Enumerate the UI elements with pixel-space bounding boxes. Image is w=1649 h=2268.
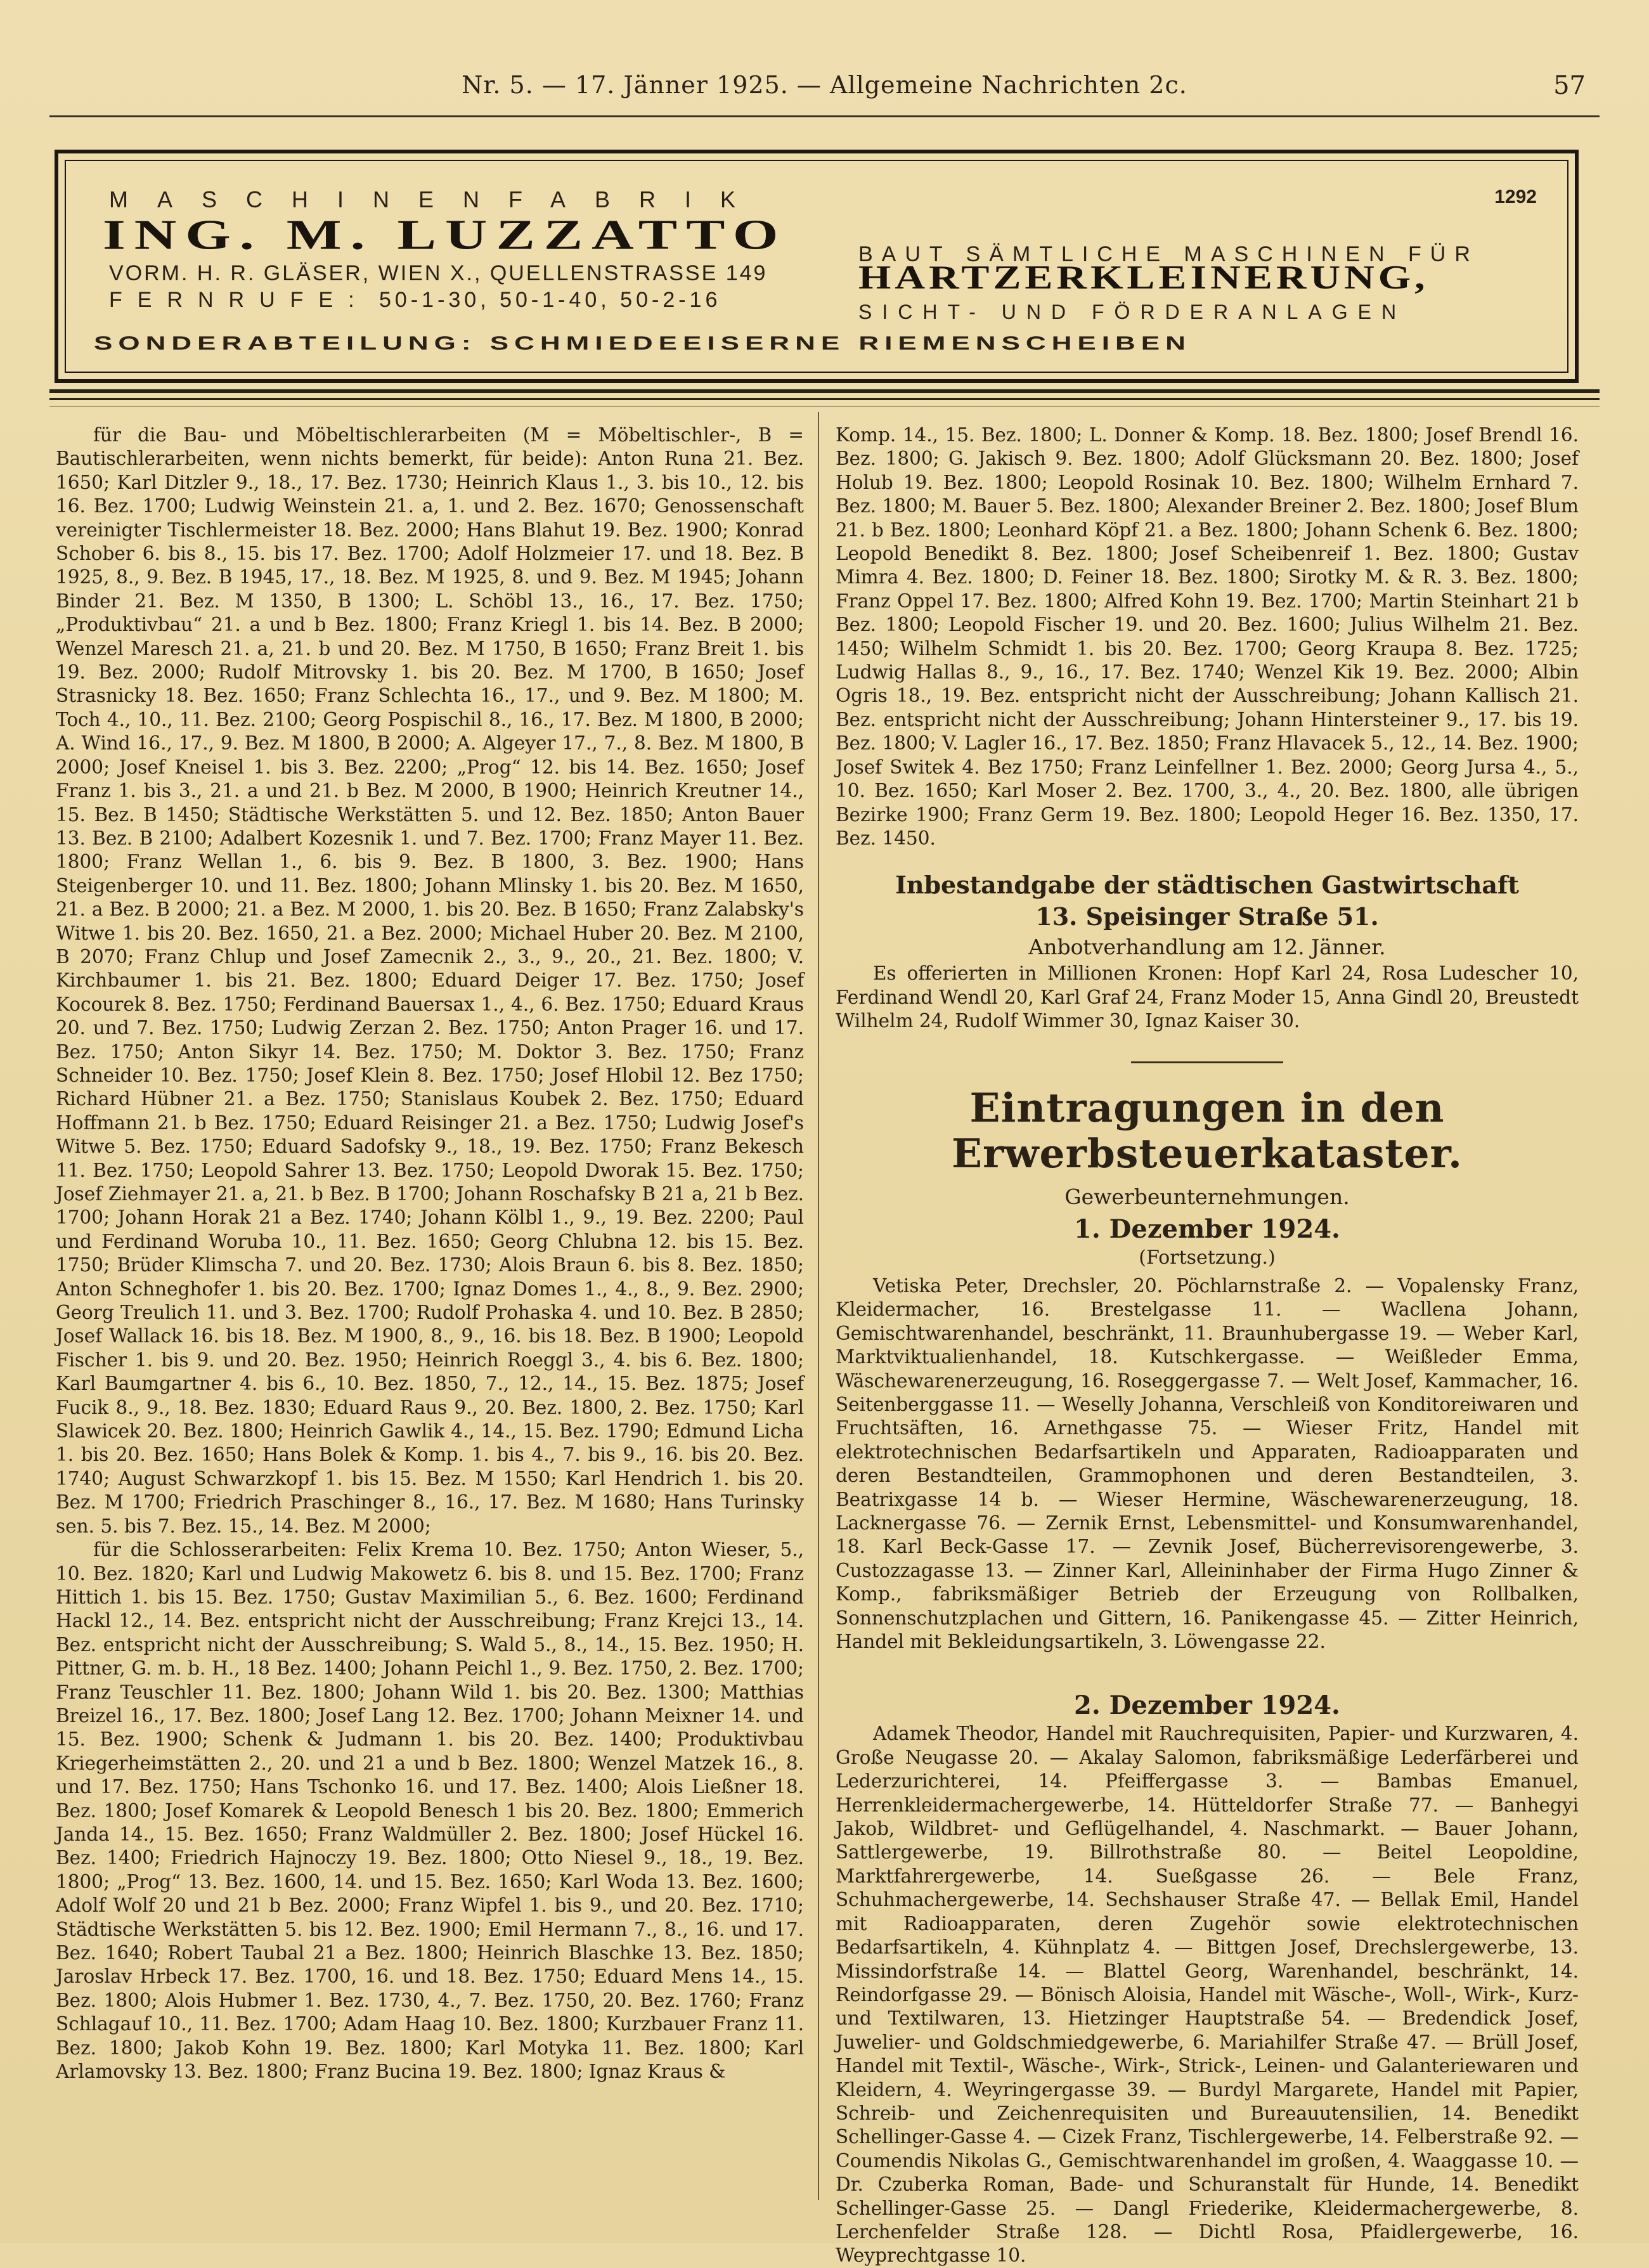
ad-phone-line <box>109 288 721 313</box>
header-rule <box>49 115 1600 117</box>
ad-phone-numbers: 50-1-30, 50-1-40, 50-2-16 <box>379 288 721 312</box>
gastwirtschaft-title: Inbestandgabe der städtischen Gastwirtschaft <box>895 871 1519 900</box>
separator-band <box>49 389 1600 412</box>
date-heading-1: 1. Dezember 1924. <box>1074 1214 1340 1244</box>
ad-sicht-text: SICHT- UND FÖRDERANLAGEN <box>858 301 1407 323</box>
page-number: 57 <box>1553 71 1586 100</box>
band-rule-middle <box>49 398 1600 400</box>
moebel-paragraph: für die Bau- und Möbeltischlerarbeiten (M = Möbeltischler-, B = Bautischlerarbeiten, wenn nichts bemerkt, für beide): Anton Runa 21. Bez. 1650; Karl Ditzler 9., 18., 17. Bez. 1730; Heinrich Klaus 1., 3. bis 10., 12. bis 16. Bez. 1700; Ludwig Weinstein 21. a, 1. und 2. Bez. 1670; Genossenschaft vereinigter Tischlermeister 18. Bez. 2000; Hans Blahut 19. Bez. 1900; Konrad Schober 6. bis 8., 15. bis 17. Bez. 1700; Adolf Holzmeier 17. und 18. Bez. B 1925, 8., 9. Bez. B 1945, 17., 18. Bez. M 1925, 8. und 9. Bez. M 1945; Johann Binder 21. Bez. M 1350, B 1300; L. Schöbl 13., 16., 17. Bez. 1750; „Produktivbau“ 21. a und b Bez. 1800; Franz Kriegl 1. bis 14. Bez. B 2000; Wenzel Maresch 21. a, 21. b und 20. Bez. M 1750, B 1650; Franz Breit 1. bis 19. Bez. 2000; Rudolf Mitrovsky 1. bis 20. Bez. M 1700, B 1650; Josef Strasnicky 18. Bez. 1650; Franz Schlechta 16., 17., und 9. Bez. M 1800; M. Toch 4., 10., 11. Bez. 2100; Georg Pospischil 8., 16., 17. Bez. M 1800, B 2000; A. Wind 16., 17., 9. Bez. M 1800, B 2000; A. Algeyer 17., 7., 8. Bez. M 1800, B 2000; Josef Kneisel 1. bis 3. Bez. 2200; „Prog“ 12. bis 14. Bez. 1650; Josef Franz 1. bis 3., 21. a und 21. b Bez. M 2000, B 1900; Heinrich Kreutner 14., 15. Bez. B 1450; Städtische Werkstätten 5. und 12. Bez. 1850; Anton Bauer 13. Bez. B 2100; Adalbert Kozesnik 1. und 7. Bez. 1700; Franz Mayer 11. Bez. 1800; Franz Wellan 1., 6. bis 9. Bez. B 1800, 3. Bez. 1900; Hans Steigenberger 10. und 11. Bez. 1800; Johann Mlinsky 1. bis 20. Bez. M 1650, 21. a Bez. B 2000; 21. a Bez. M 2000, 1. bis 20. Bez. B 1650; Franz Zalabsky's Witwe 1. bis 20. Bez. 1650, 21. a Bez. 2000; Michael Huber 20. Bez. M 2100, B 2070; Franz Chlup und Josef Zamecnik 2., 3., 9., 20., 21. Bez. 1800; V. Kirchbaumer 1. bis 21. Bez. 1800; Eduard Deiger 17. Bez. 1750; Josef Kocourek 8. Bez. 1750; Ferdinand Bauersax 1., 4., 6. Bez. 1750; Eduard Kraus 20. und 7. Bez. 1750; Ludwig Zerzan 2. Bez. 1750; Anton Prager 16. und 17. Bez. 1750; Anton Sikyr 14. Bez. 1750; M. Doktor 3. Bez. 1750; Franz Schneider 10. Bez. 1750; Josef Klein 8. Bez. 1750; Josef Hlobil 12. Bez 1750; Richard Hübner 21. a Bez. 1750; Stanislaus Koubek 2. Bez. 1750; Eduard Hoffmann 21. b Bez. 1750; Eduard Reisinger 21. a Bez. 1750; Ludwig Josef's Witwe 5. Bez. 1750; Eduard Sadofsky 9., 18., 19. Bez. 1750; Franz Bekesch 11. Bez. 1750; Leopold Sahrer 13. Bez. 1750; Leopold Dworak 15. Bez. 1750; Josef Ziehmayer 21. a, 21. b Bez. B 1700; Johann Roschafsky B 21 a, 21 b Bez. 1700; Johann Horak 21 a Bez. 1740; Johann Kölbl 1., 9., 19. Bez. 2200; Paul und Ferdinand Woruba 10., 11. Bez. 1650; Georg Chlubna 12. bis 15. Bez. 1750; Brüder Klimscha 7. und 20. Bez. 1730; Alois Braun 6. bis 8. Bez. 1850; Anton Schneghofer 1. bis 20. Bez. 1700; Ignaz Domes 1., 4., 8., 9. Bez. 2900; Georg Treulich 11. und 3. Bez. 1700; Rudolf Prohaska 4. und 10. Bez. B 2850; Josef Wallack 16. bis 18. Bez. M 1900, 8., 9., 16. bis 18. Bez. B 1900; Leopold Fischer 1. bis 9. und 20. Bez. 1950; Heinrich Roeggl 3., 4. bis 6. Bez. 1800; Karl Baumgartner 4. bis 6., 10. Bez. 1850, 7., 12., 14., 15. Bez. 1875; Josef Fucik 8., 9., 18. Bez. 1830; Eduard Raus 9., 20. Bez. 1800, 2. Bez. 1750; Karl Slawicek 20. Bez. 1800; Heinrich Gawlik 4., 14., 15. Bez. 1790; Edmund Licha 1. bis 20. Bez. 1650; Hans Bolek & Komp. 1. bis 4., 7. bis 9., 16. bis 20. Bez. 1740; August Schwarzkopf 1. bis 15. Bez. M 1550; Karl Hendrich 1. bis 20. Bez. M 1700; Friedrich Praschinger 8., 16., 17. Bez. M 1680; Hans Turinsky sen. 5. bis 7. Bez. 15., 14. Bez. M 2000; <box>56 424 804 1537</box>
column-divider <box>818 412 819 2200</box>
main-section-subtitle: Gewerbeunternehmungen. <box>1064 1184 1350 1209</box>
continuation-paragraph: Komp. 14., 15. Bez. 1800; L. Donner & Komp. 18. Bez. 1800; Josef Brendl 16. Bez. 1800; G. Jakisch 9. Bez. 1800; Adolf Glücksmann 20. Bez. 1800; Josef Holub 19. Bez. 1800; Leopold Rosinak 10. Bez. 1800; Wilhelm Ernhard 7. Bez. 1800; M. Bauer 5. Bez. 1800; Alexander Breiner 2. Bez. 1800; Josef Blum 21. b Bez. 1800; Leonhard Köpf 21. a Bez. 1800; Johann Schenk 6. Bez. 1800; Leopold Benedikt 8. Bez. 1800; Josef Scheibenreif 1. Bez. 1800; Gustav Mimra 4. Bez. 1800; D. Feiner 18. Bez. 1800; Sirotky M. & R. 3. Bez. 1800; Franz Oppel 17. Bez. 1800; Alfred Kohn 19. Bez. 1700; Martin Steinhart 21 b Bez. 1800; Leopold Fischer 19. und 20. Bez. 1600; Julius Wilhelm 21. Bez. 1450; Wilhelm Schmidt 1. bis 20. Bez. 1700; Georg Kraupa 8. Bez. 1725; Ludwig Hallas 8., 9., 16., 17. Bez. 1740; Wenzel Kik 19. Bez. 2000; Albin Ogris 18., 19. Bez. entspricht nicht der Ausschreibung; Johann Kallisch 21. Bez. entspricht nicht der Ausschreibung; Johann Hintersteiner 9., 17. bis 19. Bez. 1800; V. Lagler 16., 17. Bez. 1850; Franz Hlavacek 5., 12., 14. Bez. 1900; Josef Switek 4. Bez 1750; Franz Leinfellner 1. Bez. 2000; Georg Jursa 4., 5., 10. Bez. 1650; Karl Moser 2. Bez. 1700, 3., 4., 20. Bez. 1800, alle übrigen Bezirke 1900; Franz Germ 19. Bez. 1800; Leopold Heger 16. Bez. 1350, 17. Bez. 1450. <box>836 424 1579 849</box>
spacer <box>836 1654 1579 1688</box>
advertisement-box <box>55 150 1579 383</box>
gastwirtschaft-text: Es offerierten in Millionen Kronen: Hopf Karl 24, Rosa Ludescher 10, Ferdinand Wendl 20, Karl Graf 24, Franz Moder 15, Anna Gindl 20, Breustedt Wilhelm 24, Rudolf Wimmer 30, Ignaz Kaiser 30. <box>836 962 1579 1032</box>
schlosser-paragraph: für die Schlosserarbeiten: Felix Krema 10. Bez. 1750; Anton Wieser, 5., 10. Bez. 1820; Karl und Ludwig Makowetz 6. bis 8. und 15. Bez. 1700; Franz Hittich 1. bis 15. Bez. 1750; Gustav Maximilian 5., 6. Bez. 1600; Ferdinand Hackl 12., 14. Bez. entspricht nicht der Ausschreibung; Franz Krejci 13., 14. Bez. entspricht nicht der Ausschreibung; S. Wald 5., 8., 14., 15. Bez. 1950; H. Pittner, G. m. b. H., 18 Bez. 1400; Johann Peichl 1., 9. Bez. 1750, 2. Bez. 1700; Franz Teuschler 11. Bez. 1800; Johann Wild 1. bis 20. Bez. 1300; Matthias Breizel 16., 17. Bez. 1800; Josef Lang 12. Bez. 1700; Johann Meixner 14. und 15. Bez. 1900; Schenk & Judmann 1. bis 20. Bez. 1400; Produktivbau Kriegerheimstätten 2., 20. und 21 a und b Bez. 1800; Wenzel Matzek 16., 8. und 17. Bez. 1750; Hans Tschonko 16. und 17. Bez. 1400; Alois Ließner 18. Bez. 1800; Josef Komarek & Leopold Benesch 1 bis 20. Bez. 1800; Emmerich Janda 14., 15. Bez. 1650; Franz Waldmüller 2. Bez. 1800; Josef Hückel 16. Bez. 1400; Friedrich Hajnoczy 19. Bez. 1800; Otto Niesel 9., 18., 19. Bez. 1800; „Prog“ 13. Bez. 1600, 14. und 15. Bez. 1650; Karl Woda 13. Bez. 1600; Adolf Wolf 20 und 21 b Bez. 2000; Franz Wipfel 1. bis 9., und 20. Bez. 1710; Städtische Werkstätten 5. bis 12. Bez. 1900; Emil Hermann 7., 8., 16. und 17. Bez. 1640; Robert Taubal 21 a Bez. 1800; Heinrich Blaschke 13. Bez. 1850; Jaroslav Hrbeck 17. Bez. 1700, 16. und 18. Bez. 1750; Eduard Mens 14., 15. Bez. 1800; Alois Hubmer 1. Bez. 1730, 4., 7. Bez. 1750, 20. Bez. 1760; Franz Schlagauf 10., 11. Bez. 1700; Adam Haag 10. Bez. 1800; Kurzbauer Franz 11. Bez. 1800; Jakob Kohn 19. Bez. 1800; Karl Motyka 11. Bez. 1800; Karl Arlamovsky 13. Bez. 1800; Franz Bucina 19. Bez. 1800; Ignaz Kraus & <box>56 1539 804 2083</box>
ad-phone-label: FERNRUFE: <box>109 288 370 312</box>
ad-company-name: ING. M. LUZZATTO <box>103 211 787 258</box>
dec2-entries: Adamek Theodor, Handel mit Rauchrequisiten, Papier- und Kurzwaren, 4. Große Neugasse 20. — Akalay Salomon, fabriksmäßige Lederfärberei und Lederzurichterei, 14. Pfeiffergasse 3. — Bambas Emanuel, Herrenkleidermachergewerbe, 14. Hütteldorfer Straße 77. — Banhegyi Jakob, Wildbret- und Geflügelhandel, 4. Naschmarkt. — Bauer Johann, Sattlergewerbe, 19. Billrothstraße 80. — Beitel Leopoldine, Marktfahrergewerbe, 14. Sueßgasse 26. — Bele Franz, Schuhmachergewerbe, 14. Sechshauser Straße 47. — Bellak Emil, Handel mit Radioapparaten, deren Zugehör sowie elektrotechnischen Bedarfsartikeln, 4. Kühnplatz 4. — Bittgen Josef, Drechslergewerbe, 13. Missindorfstraße 14. — Blattel Georg, Warenhandel, beschränkt, 14. Reindorfgasse 29. — Bönisch Aloisia, Handel mit Wäsche-, Woll-, Wirk-, Kurz- und Textilwaren, 13. Hietzinger Hauptstraße 54. — Bredendick Josef, Juwelier- und Goldschmiedgewerbe, 6. Mariahilfer Straße 47. — Brüll Josef, Handel mit Textil-, Wäsche-, Wirk-, Strick-, Leinen- und Galanteriewaren und Kleidern, 4. Weyringergasse 39. — Burdyl Margarete, Handel mit Papier, Schreib- und Zeichenrequisiten und Bureauutensilien, 14. Benedikt Schellinger-Gasse 4. — Cizek Franz, Tischlergewerbe, 14. Felberstraße 92. — Coumendis Nikolas G., Gemischtwarenhandel im großen, 4. Waaggasse 10. — Dr. Czuberka Roman, Bade- und Schuranstalt für Hunde, 14. Benedikt Schellinger-Gasse 25. — Dangl Friederike, Kleidermachergewerbe, 8. Lerchenfelder Straße 128. — Dichtl Rosa, Pfaidlergewerbe, 16. Weyprechtgasse 10. <box>836 1723 1579 2267</box>
header-text: Nr. 5. — 17. Jänner 1925. — Allgemeine Nachrichten 2c. <box>462 71 1187 99</box>
gastwirtschaft-title-line2: 13. Speisinger Straße 51. <box>1035 902 1379 931</box>
ad-address: VORM. H. R. GLÄSER, WIEN X., QUELLENSTRASSE 149 <box>109 261 768 285</box>
gastwirtschaft-subtitle: Anbotverhandlung am 12. Jänner. <box>1028 935 1386 960</box>
section-rule <box>1131 1061 1283 1063</box>
running-header <box>51 71 1598 109</box>
band-rule-thick <box>49 389 1600 393</box>
main-section-title: Eintragungen in den Erwerbsteuerkataster. <box>952 1084 1463 1177</box>
right-column <box>836 424 1579 2268</box>
left-column <box>56 424 804 2083</box>
dec1-entries: Vetiska Peter, Drechsler, 20. Pöchlarnstraße 2. — Vopalensky Franz, Kleidermacher, 16. Brestelgasse 11. — Wacllena Johann, Gemischtwarenhandel, beschränkt, 11. Braunhubergasse 19. — Weber Karl, Marktviktualienhandel, 18. Kutschkergasse. — Weißleder Emma, Wäschewarenerzeugung, 16. Roseggergasse 7. — Welt Josef, Kammacher, 16. Seitenberggasse 11. — Weselly Johanna, Verschleiß von Konditoreiwaren und Fruchtsäften, 16. Arnethgasse 75. — Wieser Fritz, Handel mit elektrotechnischen Bedarfsartikeln und Apparaten, Radioapparaten und deren Bestandteilen, Grammophonen und deren Bestandteilen, 3. Beatrixgasse 14 b. — Wieser Hermine, Wäschewarenerzeugung, 18. Lacknergasse 76. — Zernik Ernst, Lebensmittel- und Konsumwarenhandel, 18. Karl Beck-Gasse 17. — Zevnik Josef, Bücherrevisorengewerbe, 3. Custozzagasse 13. — Zinner Karl, Alleininhaber der Firma Hugo Zinner & Komp., fabriksmäßiger Betrieb der Erzeugung von Rollbalken, Sonnenschutzplachen und Gittern, 16. Panikengasse 45. — Zitter Heinrich, Handel mit Bekleidungsartikeln, 3. Löwengasse 22. <box>836 1274 1579 1653</box>
ad-hartz-text: HARTZERKLEINERUNG, <box>858 259 1429 297</box>
ad-baut-text: BAUT SÄMTLICHE MASCHINEN FÜR <box>858 242 1479 266</box>
date-heading-2: 2. Dezember 1924. <box>1074 1690 1340 1721</box>
continuation-note: (Fortsetzung.) <box>1139 1246 1276 1269</box>
ad-fabrik-label: MASCHINENFABRIK <box>109 186 765 212</box>
ad-number: 1292 <box>1494 186 1537 207</box>
ad-sonder-text: SONDERABTEILUNG: SCHMIEDEEISERNE RIEMENSCHEIBEN <box>94 332 1191 354</box>
